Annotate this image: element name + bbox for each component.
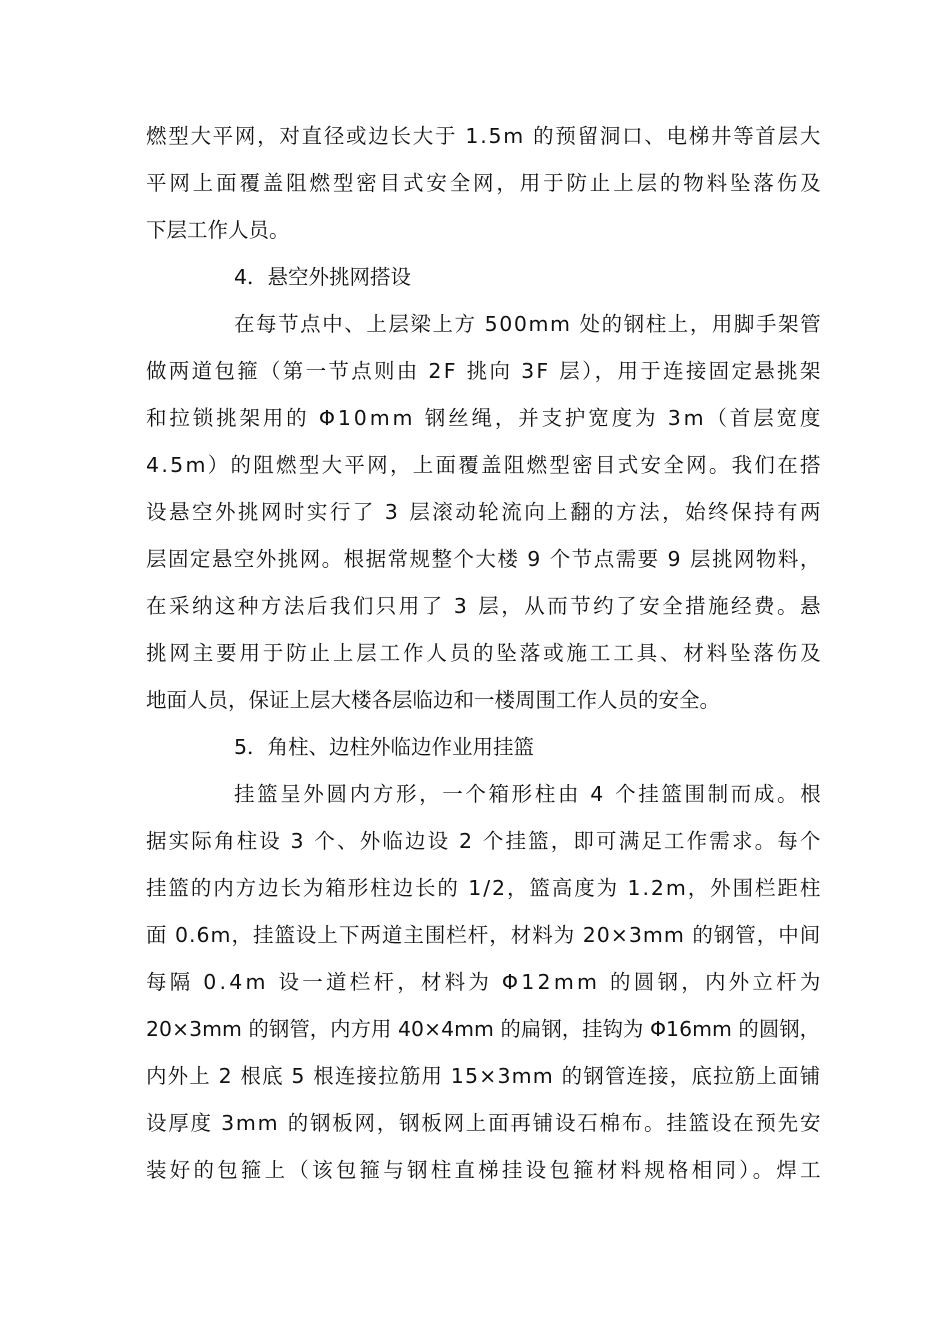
text-line: 内外上 2 根底 5 根连接拉筋用 15×3mm 的钢管连接，底拉筋上面铺 xyxy=(146,1064,822,1088)
text-line: 做两道包箍（第一节点则由 2F 挑向 3F 层），用于连接固定悬挑架 xyxy=(146,359,823,383)
paragraph-first-line: 在每节点中、上层梁上方 500mm 处的钢柱上，用脚手架管 xyxy=(234,312,823,336)
text-line: 挑网主要用于防止上层工作人员的坠落或施工工具、材料坠落伤及 xyxy=(146,641,824,665)
document-body xyxy=(146,113,822,1194)
text-line: 4.5m）的阻燃型大平网，上面覆盖阻燃型密目式安全网。我们在搭 xyxy=(146,453,823,477)
section-heading-4: 4．悬空外挑网搭设 xyxy=(234,265,412,289)
text-line: 设厚度 3mm 的钢板网，钢板网上面再铺设石棉布。挂篮设在预先安 xyxy=(146,1111,823,1135)
text-line: 20×3mm 的钢管，内方用 40×4mm 的扁钢，挂钩为 Φ16mm 的圆钢， xyxy=(146,1017,821,1041)
section-heading-5: 5．角柱、边柱外临边作业用挂篮 xyxy=(234,735,535,759)
text-line: 每隔 0.4m 设一道栏杆，材料为 Φ12mm 的圆钢，内外立杆为 xyxy=(146,970,824,994)
text-line: 装好的包箍上（该包箍与钢柱直梯挂设包箍材料规格相同）。焊工 xyxy=(146,1158,824,1182)
text-line: 挂篮的内方边长为箱形柱边长的 1/2，篮高度为 1.2m，外围栏距柱 xyxy=(146,876,823,900)
text-line: 地面人员，保证上层大楼各层临边和一楼周围工作人员的安全。 xyxy=(146,688,720,712)
text-line: 据实际角柱设 3 个、外临边设 2 个挂篮，即可满足工作需求。每个 xyxy=(146,829,823,853)
text-line: 燃型大平网，对直径或边长大于 1.5m 的预留洞口、电梯井等首层大 xyxy=(146,124,823,148)
text-line: 层固定悬空外挑网。根据常规整个大楼 9 个节点需要 9 层挑网物料， xyxy=(146,547,822,571)
paragraph-first-line: 挂篮呈外圆内方形，一个箱形柱由 4 个挂篮围制而成。根 xyxy=(234,782,824,806)
text-line: 平网上面覆盖阻燃型密目式安全网，用于防止上层的物料坠落伤及 xyxy=(146,171,824,195)
text-line: 下层工作人员。 xyxy=(146,218,290,242)
text-line: 和拉锁挑架用的 Φ10mm 钢丝绳，并支护宽度为 3m（首层宽度 xyxy=(146,406,824,430)
text-line: 面 0.6m，挂篮设上下两道主围栏杆，材料为 20×3mm 的钢管，中间 xyxy=(146,923,822,947)
text-line: 设悬空外挑网时实行了 3 层滚动轮流向上翻的方法，始终保持有两 xyxy=(146,500,823,524)
text-line: 在采纳这种方法后我们只用了 3 层，从而节约了安全措施经费。悬 xyxy=(146,594,823,618)
